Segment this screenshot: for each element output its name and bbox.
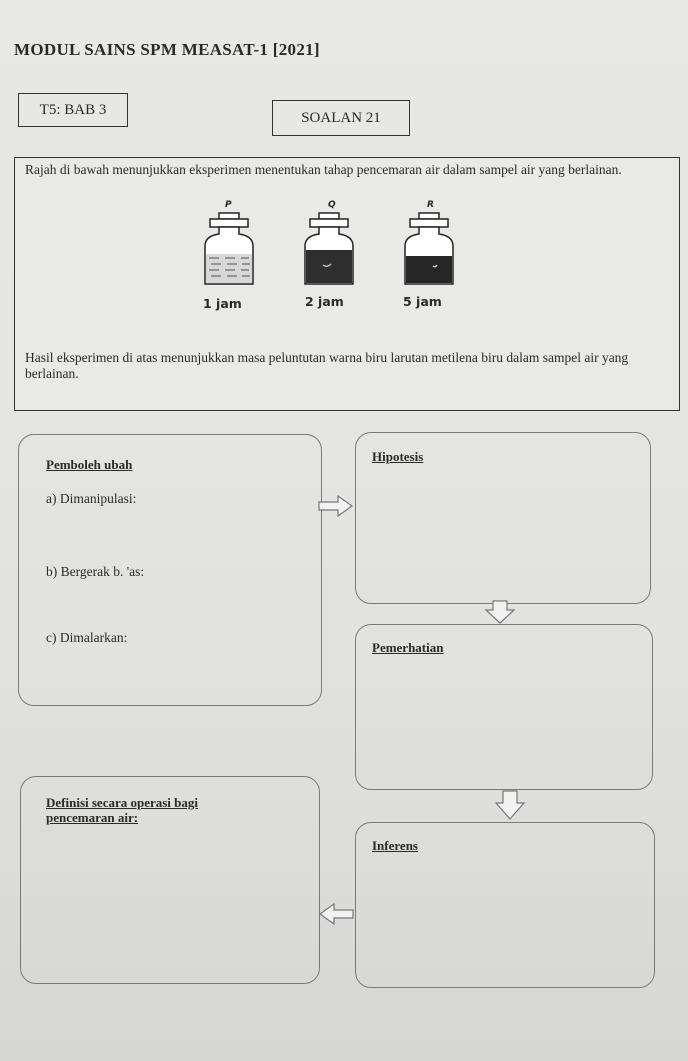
sample-time-q: 2 jam [305, 294, 344, 309]
bottle-q-icon [297, 212, 361, 288]
sample-label-r: R [427, 200, 434, 210]
fixed-variable-label: c) Dimalarkan: [46, 630, 128, 645]
arrow-left-icon [318, 902, 354, 926]
sample-label-q: Q [328, 200, 336, 210]
bottle-p-icon [197, 212, 261, 288]
module-title: MODUL SAINS SPM MEASAT-1 [2021] [14, 40, 320, 59]
experiment-result: Hasil eksperimen di atas menunjukkan masa peluntutan warna biru larutan metilena biru dalam sampel air yang berlainan. [25, 350, 629, 381]
sample-label-p: P [225, 200, 232, 210]
responding-variable-label: b) Bergerak b. 'as: [46, 564, 145, 579]
experiment-intro: Rajah di bawah menunjukkan eksperimen menentukan tahap pencemaran air dalam sampel air yang berlainan. [25, 162, 622, 177]
inference-heading: Inferens [372, 838, 418, 853]
sample-time-r: 5 jam [403, 294, 442, 309]
definition-heading-line1: Definisi secara operasi bagi [46, 795, 199, 810]
experiment-panel [14, 157, 680, 411]
question-tag: SOALAN 21 [272, 100, 410, 136]
sample-time-p: 1 jam [203, 296, 242, 311]
arrow-right-icon [318, 494, 354, 518]
arrow-down-icon [494, 790, 526, 820]
observation-heading: Pemerhatian [372, 640, 444, 655]
hypothesis-heading: Hipotesis [372, 449, 424, 464]
definition-heading [46, 795, 198, 825]
arrow-down-icon [484, 600, 516, 624]
definition-heading-line2: pencemaran air: [46, 810, 139, 825]
variables-heading: Pemboleh ubah [46, 457, 133, 472]
bottle-r-icon [397, 212, 461, 288]
manipulated-variable-label: a) Dimanipulasi: [46, 491, 137, 506]
chapter-tag: T5: BAB 3 [18, 93, 128, 127]
